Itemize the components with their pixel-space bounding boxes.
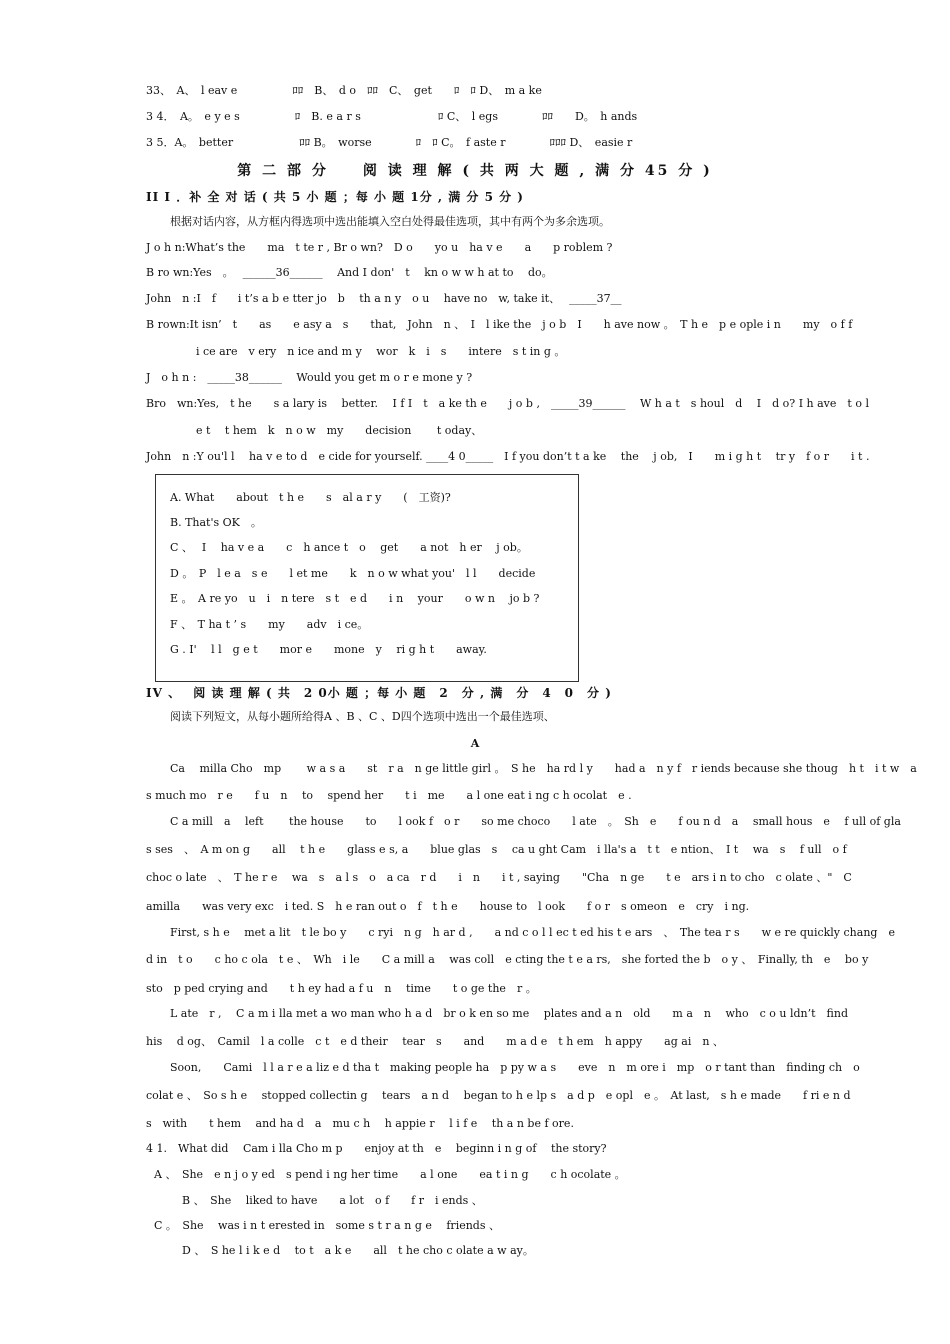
dialogue-line: Bro wn:Yes, t he s a lary is better. I f I t a ke th e j o b , _____39______ W h a t s houl d I d o? I h ave t o l xyxy=(146,397,869,410)
passage-line: colat e 、 So s h e stopped collectin g tears a n d began to h e lp s a d p e opl e 。 At last, s h e made f ri e n d xyxy=(146,1089,851,1102)
passage-line: s much mo r e f u n to spend her t i me a l one eat i ng c h ocolat e . xyxy=(146,789,632,802)
passage-line: C a mill a left the house to l ook f o r so me choco l ate 。 Sh e f ou n d a small hous e f ull of gla xyxy=(170,815,901,828)
passage-line: choc o late 、 T he r e wa s a l s o a ca r d i n i t , saying "Cha n ge t e ars i n to cho c olate 、" C xyxy=(146,871,852,884)
passage-line: Soon, Cami l l a r e a liz e d tha t making people ha p py w a s eve n m ore i mp o r tant than finding ch o xyxy=(170,1061,860,1074)
passage-label: A xyxy=(470,737,480,750)
passage-line: Ca milla Cho mp w a s a st r a n ge little girl 。 S he ha rd l y had a n y f r iends because she thoug h t i t w a xyxy=(170,762,917,775)
passage-line: his d og、 Camil l a colle c t e d their tear s and m a d e t h em h appy ag ai n 、 xyxy=(146,1035,724,1048)
passage-line: First, s h e met a lit t le bo y c ryi n g h ar d , a nd c o l l ec t ed his t e ars 、 The tea r s w e re quickly chang e xyxy=(170,926,895,939)
passage-line: amilla was very exc i ted. S h e ran out o f t h e house to l ook f o r s omeon e cry i ng. xyxy=(146,900,750,913)
question-41-option-a: A 、 She e n j o y ed s pend i ng her time a l one ea t i n g c h ocolate 。 xyxy=(154,1168,626,1181)
dialogue-line: John n :Y ou'l l ha v e to d e cide for yourself. ____4 0_____ I f you don’t t a ke the j ob, I m i g h t tr y f o r i t . xyxy=(146,450,870,463)
dialogue-line: i ce are v ery n ice and m y wor k i s intere s t in g 。 xyxy=(196,345,566,358)
box-option-g: G . I' l l g e t mor e mone y ri g h t away. xyxy=(170,643,487,656)
dialogue-line: J o h n:What’s the ma t te r , Br o wn? D o yo u ha v e a p roblem ? xyxy=(146,241,613,254)
question-41-option-d: D 、 S he l i k e d to t a k e all t he cho c olate a w ay。 xyxy=(182,1244,534,1257)
box-option-b: B. That's OK 。 xyxy=(170,516,262,529)
section-three-heading: II Ⅰ ．补 全 对 话 ( 共 5 小 题 ；每 小 题 1分 , 满 分 5 分 ) xyxy=(146,190,524,204)
option-line-33: 33、 A、 l eav e ﾛﾛ B、 d o ﾛﾛ C、 get ﾛ ﾛ D、 m a ke xyxy=(146,84,542,97)
passage-line: L ate r , C a m i lla met a wo man who h a d br o k en so me plates and a n old m a n who c o u ldn’t find xyxy=(170,1007,848,1020)
box-option-f: F 、 T ha t ’ s my adv i ce。 xyxy=(170,618,369,631)
question-41-stem: 4 1. What did Cam i lla Cho m p enjoy at th e beginn i n g of the story? xyxy=(146,1142,607,1155)
part-two-title: 第 二 部 分 阅 读 理 解 ( 共 两 大 题 , 满 分 45 分 ) xyxy=(237,163,713,179)
dialogue-line: B ro wn:Yes 。 ______36______ And I don' t kn o w w h at to do。 xyxy=(146,266,553,279)
dialogue-line: John n :I f i t’s a b e tter jo b th a n y o u have no w, take it、 _____37__ xyxy=(146,292,622,305)
box-option-c: C 、 I ha v e a c h ance t o get a not h er j ob。 xyxy=(170,541,528,554)
option-line-34: 3 4． A。 e y e s ﾛ B. e a r s ﾛ C、 l egs ﾛﾛ D。 h ands xyxy=(146,110,638,123)
passage-line: s with t hem and ha d a mu c h h appie r l i f e th a n be f ore. xyxy=(146,1117,574,1130)
dialogue-line: B rown:It isn’ t as e asy a s that, John n 、 I l ike the j o b I h ave now 。 T h e p e ople i n my o f f xyxy=(146,318,853,331)
section-four-heading: IV 、 阅 读 理 解 ( 共 2 0小 题 ；每 小 题 2 分 , 满 分 4 0 分 ) xyxy=(146,686,612,700)
section-four-instruction: 阅读下列短文，从每小题所给得A 、B 、C 、D四个选项中选出一个最佳选项、 xyxy=(170,710,555,723)
option-line-35: 3 5．A。 better ﾛﾛ B。 worse ﾛ ﾛ C。 f aste r ﾛﾛﾛ D、 easie r xyxy=(146,136,633,149)
dialogue-line: e t t hem k n o w my decision t oday、 xyxy=(196,424,483,437)
box-option-a: A. What about t h e s al a r y ( 工资)? xyxy=(170,491,451,504)
dialogue-line: J o h n : _____38______ Would you get m o r e mone y ? xyxy=(146,371,473,384)
question-41-option-b: B 、 She liked to have a lot o f f r i ends 、 xyxy=(182,1194,483,1207)
question-41-option-c: C 。 She was i n t erested in some s t r a n g e friends 、 xyxy=(154,1219,500,1232)
passage-line: sto p ped crying and t h ey had a f u n time t o ge the r 。 xyxy=(146,982,537,995)
passage-line: s ses 、 A m on g all t h e glass e s, a blue glas s ca u ght Cam i lla's a t t e ntion、 I t wa s f ull o f xyxy=(146,843,847,856)
section-three-instruction: 根据对话内容，从方框内得选项中选出能填入空白处得最佳选项，其中有两个为多余选项。 xyxy=(170,215,610,228)
box-option-e: E 。 A re yo u i n tere s t e d i n your o w n jo b ? xyxy=(170,592,540,605)
box-option-d: D 。 P l e a s e l et me k n o w what you' l l decide xyxy=(170,567,536,580)
passage-line: d in t o c ho c ola t e 、 Wh i le C a mill a was coll e cting the t e a rs, she forted the b o y 、 Finally, th e bo y xyxy=(146,953,869,966)
